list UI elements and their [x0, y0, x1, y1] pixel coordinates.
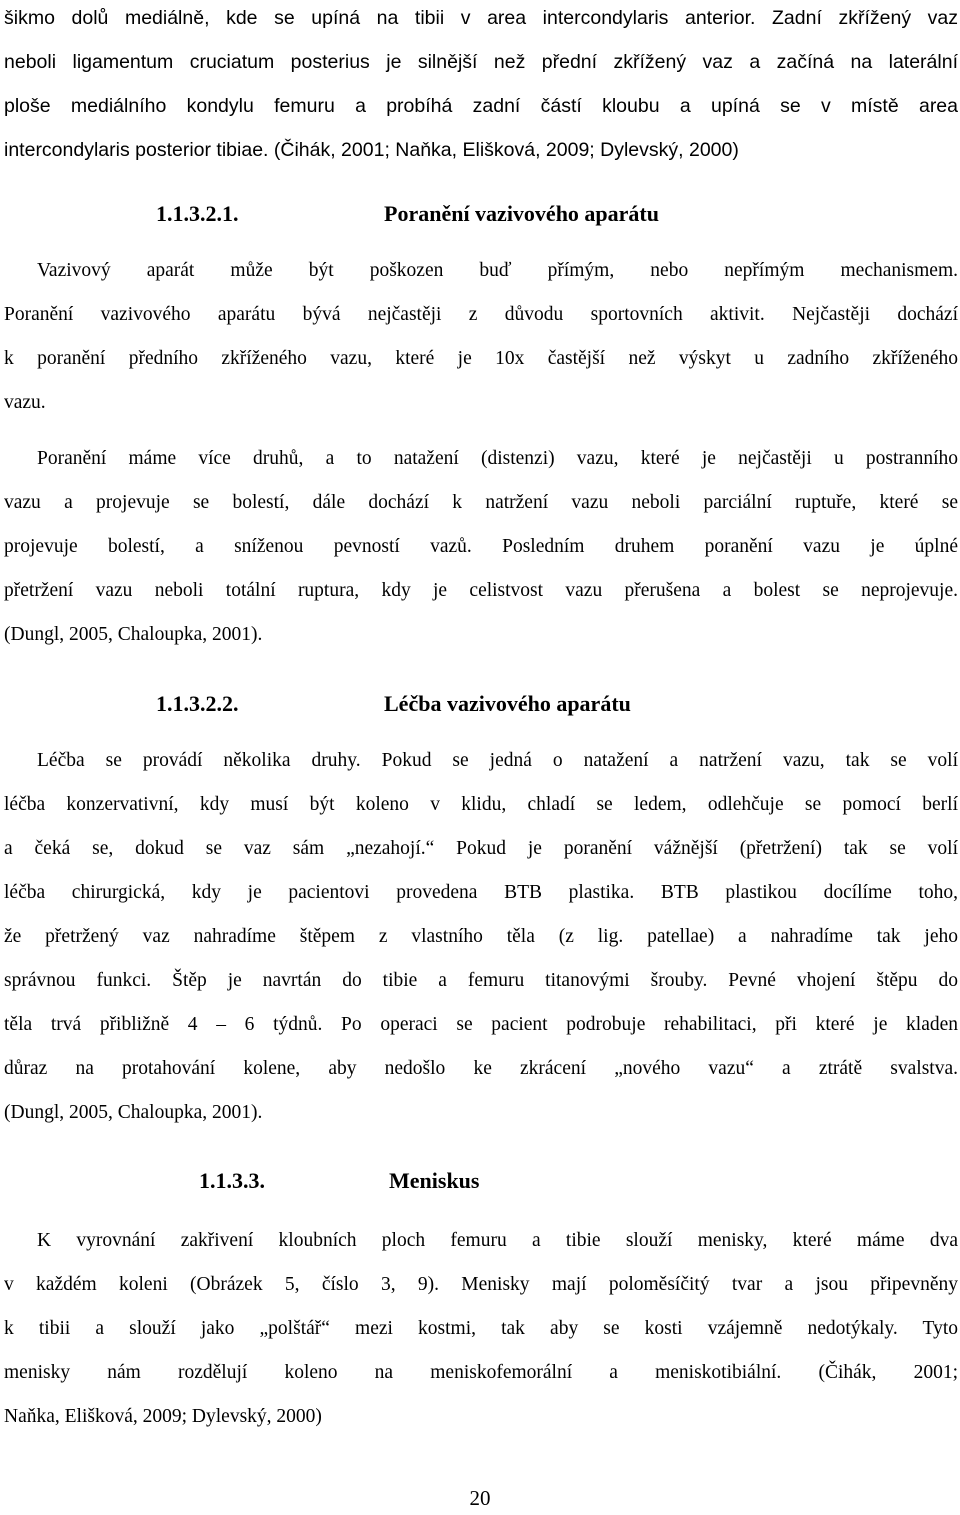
text-line: Poranění vazivového aparátu bývá nejčastěji z důvodu sportovních aktivit. Nejčastěji dochází [4, 304, 958, 325]
heading-title: Poranění vazivového aparátu [384, 201, 659, 226]
paragraph-injury-types [4, 437, 958, 657]
paragraph-anatomy-pcl [4, 0, 958, 172]
text-line: menisky nám rozdělují koleno na meniskofemorální a meniskotibiální. (Čihák, 2001; [4, 1362, 958, 1383]
text-line: vazu a projevuje se bolestí, dále dochází k natržení vazu neboli parciální ruptuře, které se [4, 492, 958, 513]
paragraph-ligament-injury-intro [4, 249, 958, 425]
text-line: Léčba se provádí několika druhy. Pokud se jedná o natažení a natržení vazu, tak se volí [37, 750, 958, 771]
text-line: Vazivový aparát může být poškozen buď přímým, nebo nepřímým mechanismem. [37, 260, 958, 281]
section-heading-ligament-injury [0, 199, 960, 229]
text-line: ploše mediálního kondylu femuru a probíhá zadní částí kloubu a upíná se v místě area [4, 95, 958, 117]
text-line: K vyrovnání zakřivení kloubních ploch femuru a tibie slouží menisky, které máme dva [37, 1230, 958, 1251]
text-line: vazu. [4, 392, 46, 413]
paragraph-treatment [4, 739, 958, 1135]
text-line: Naňka, Elišková, 2009; Dylevský, 2000) [4, 1406, 322, 1427]
text-line: k tibii a slouží jako „polštář“ mezi kostmi, tak aby se kosti vzájemně nedotýkaly. Tyto [4, 1318, 958, 1339]
text-line: Poranění máme více druhů, a to natažení (distenzi) vazu, které je nejčastěji u postranního [37, 448, 958, 469]
text-line: šikmo dolů mediálně, kde se upíná na tibii v area intercondylaris anterior. Zadní zkřížený vaz [4, 7, 958, 29]
text-line: v každém koleni (Obrázek 5, číslo 3, 9). Menisky mají poloměsíčitý tvar a jsou připevněny [4, 1274, 958, 1295]
text-line: neboli ligamentum cruciatum posterius je silnější než přední zkřížený vaz a začíná na laterální [4, 51, 958, 73]
heading-title: Meniskus [389, 1168, 480, 1193]
section-heading-ligament-treatment [0, 689, 960, 719]
text-line: intercondylaris posterior tibiae. (Čihák, 2001; Naňka, Elišková, 2009; Dylevský, 2000) [4, 139, 739, 161]
text-line: projevuje bolestí, a sníženou pevností vazů. Posledním druhem poranění vazu je úplné [4, 536, 958, 557]
heading-title: Léčba vazivového aparátu [384, 691, 631, 716]
page-number: 20 [469, 1486, 491, 1510]
text-line: léčba chirurgická, kdy je pacientovi provedena BTB plastika. BTB plastikou docílíme toho, [4, 882, 958, 903]
paragraph-meniscus [4, 1219, 958, 1439]
text-line: správnou funkci. Štěp je navrtán do tibie a femuru titanovými šrouby. Pevné vhojení štěpu do [4, 970, 958, 991]
text-line: (Dungl, 2005, Chaloupka, 2001). [4, 624, 263, 645]
section-heading-meniscus [0, 1166, 960, 1196]
text-line: těla trvá přibližně 4 – 6 týdnů. Po operaci se pacient podrobuje rehabilitaci, při které je kladen [4, 1014, 958, 1035]
text-line: k poranění předního zkříženého vazu, které je 10x častější než výskyt u zadního zkříženého [4, 348, 958, 369]
text-line: a čeká se, dokud se vaz sám „nezahojí.“ Pokud je poranění vážnější (přetržení) tak se volí [4, 838, 958, 859]
text-line: (Dungl, 2005, Chaloupka, 2001). [4, 1102, 263, 1123]
text-line: přetržení vazu neboli totální ruptura, kdy je celistvost vazu přerušena a bolest se neprojevuje. [4, 580, 958, 601]
heading-number: 1.1.3.3. [199, 1168, 265, 1193]
text-line: že přetržený vaz nahradíme štěpem z vlastního těla (z lig. patellae) a nahradíme tak jeho [4, 926, 958, 947]
text-line: léčba konzervativní, kdy musí být koleno v klidu, chladí se ledem, odlehčuje se pomocí berlí [4, 794, 958, 815]
text-line: důraz na protahování kolene, aby nedošlo ke zkrácení „nového vazu“ a ztrátě svalstva. [4, 1058, 958, 1079]
heading-number: 1.1.3.2.1. [156, 201, 239, 226]
heading-number: 1.1.3.2.2. [156, 691, 239, 716]
